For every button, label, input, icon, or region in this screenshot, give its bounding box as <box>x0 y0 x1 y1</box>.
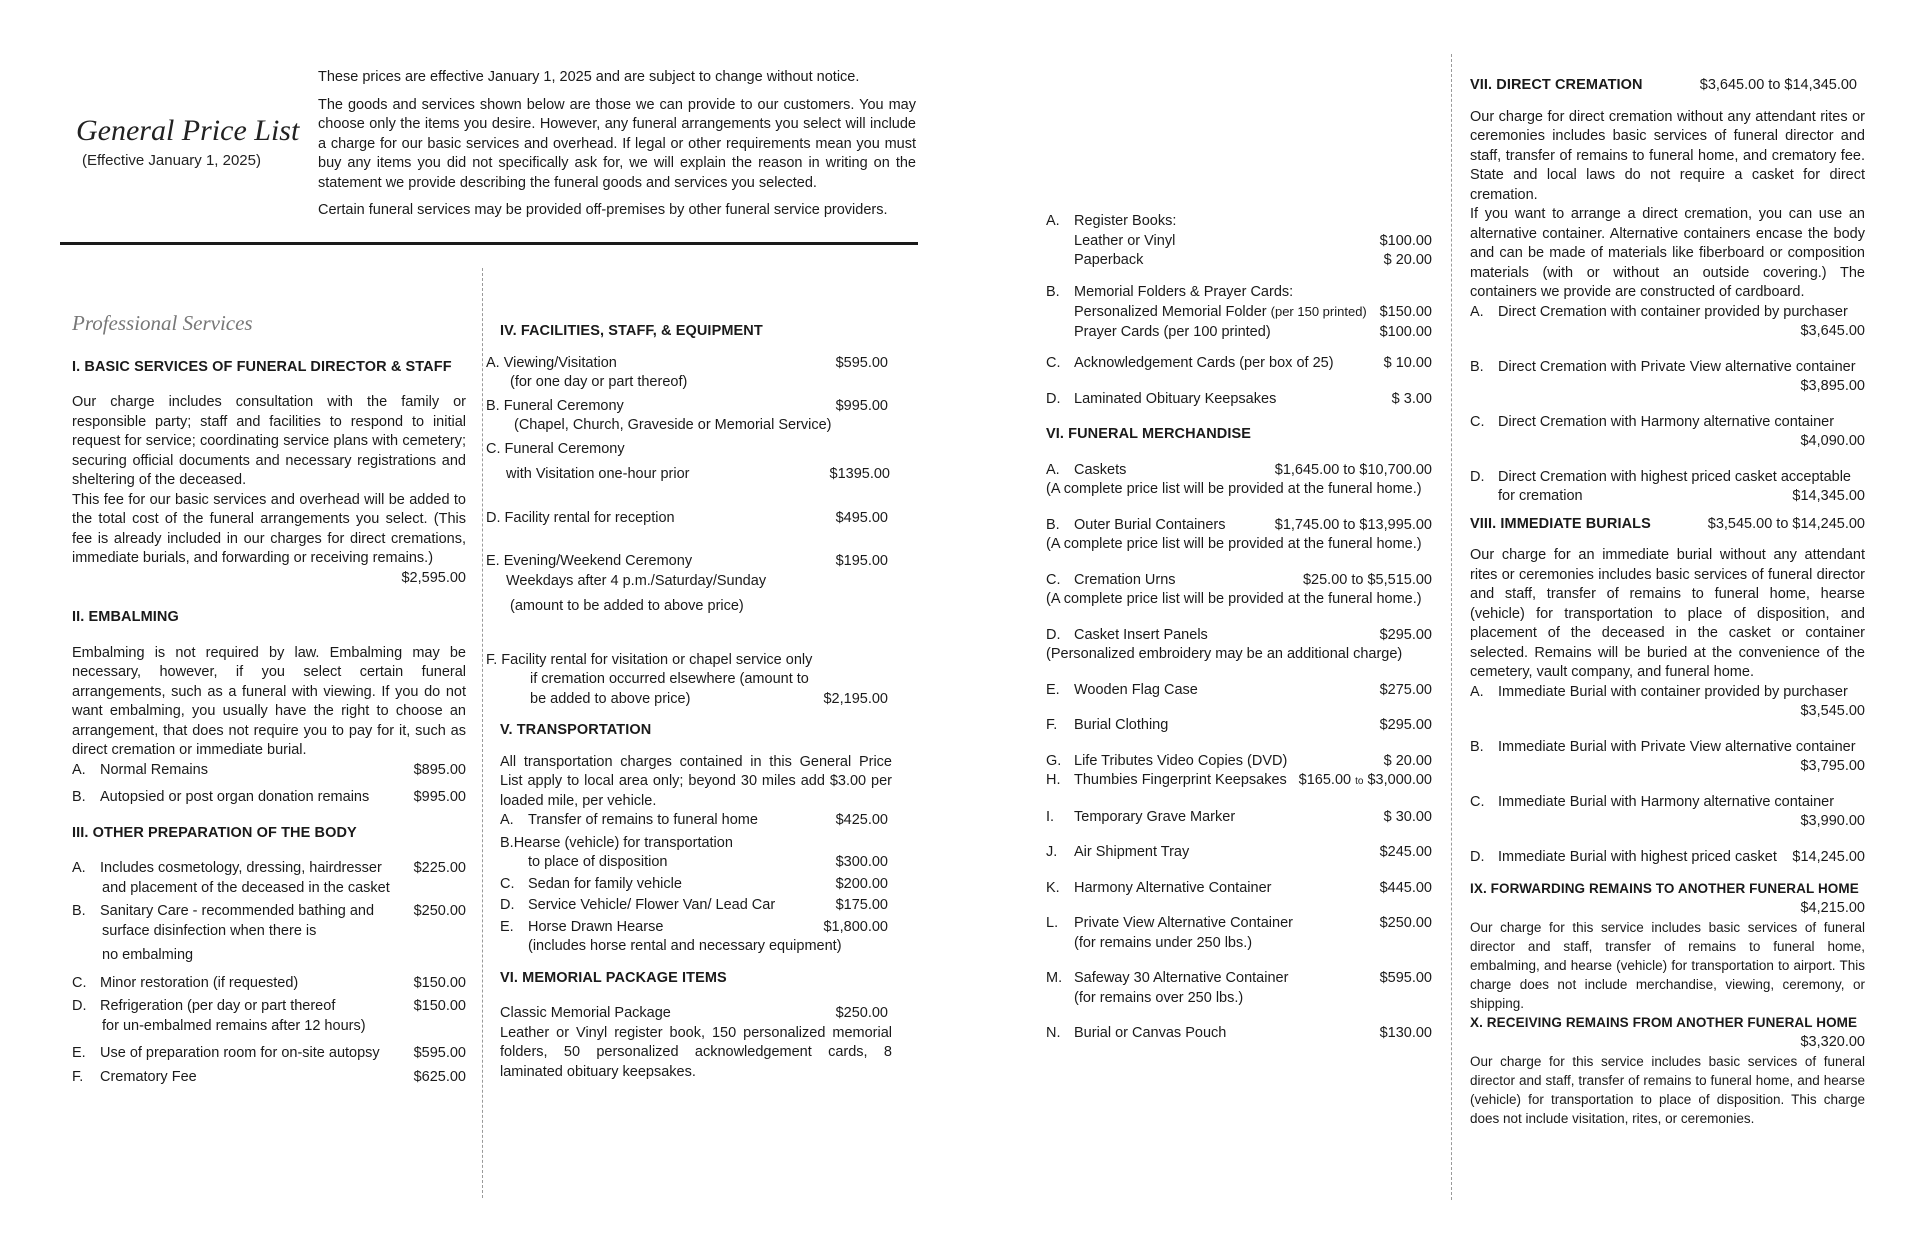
memorial-package-heading: VI. MEMORIAL PACKAGE ITEMS <box>500 969 727 986</box>
merchandise-heading: VI. FUNERAL MERCHANDISE <box>1046 426 1252 442</box>
cremation-item: C. Direct Cremation with Harmony alternative container $4,090.00 <box>1470 413 1865 449</box>
intro-paragraph-3: Certain funeral services may be provided off-premises by other funeral service providers. <box>318 202 888 218</box>
forwarding-price: $4,215.00 <box>1800 899 1865 916</box>
direct-cremation-range: $3,645.00 to $14,345.00 <box>1699 77 1857 93</box>
facilities-heading: IV. FACILITIES, STAFF, & EQUIPMENT <box>500 323 763 339</box>
facilities-item: E. Evening/Weekend Ceremony $195.00 Weekdays after 4 p.m./Saturday/Sunday (amount to be added to above price) <box>486 553 888 614</box>
transportation-item: A. Transfer of remains to funeral home $425.00 <box>500 812 888 828</box>
burial-item: D. Immediate Burial with highest priced casket $14,245.00 <box>1470 848 1865 865</box>
intro-paragraph-1: These prices are effective January 1, 2025 and are subject to change without notice. <box>318 69 860 85</box>
merchandise-item: H. Thumbies Fingerprint Keepsakes $165.00 to $3,000.00 <box>1046 772 1432 788</box>
burial-item: A. Immediate Burial with container provided by purchaser $3,545.00 <box>1470 683 1865 719</box>
transportation-text: All transportation charges contained in this General Price List apply to local area only; beyond 30 miles add $3.00 per loaded mile, per vehicle. <box>500 753 892 809</box>
embalming-heading: II. EMBALMING <box>72 609 179 625</box>
merchandise-item: E. Wooden Flag Case $275.00 <box>1046 681 1432 698</box>
receiving-heading: X. RECEIVING REMAINS FROM ANOTHER FUNERAL HOME <box>1470 1015 1858 1030</box>
direct-cremation-text: Our charge for direct cremation without any attendant rites or ceremonies includes basic services of funeral director and staff, transfer of remains to funeral home, and crematory fee. State and local laws do not require a casket for direct cremation. <box>1470 108 1865 203</box>
receiving-price: $3,320.00 <box>1800 1033 1865 1050</box>
direct-cremation-heading: VII. DIRECT CREMATION <box>1470 77 1643 93</box>
basic-services-fee-text: This fee for our basic services and overhead will be added to the total cost of the funeral arrangements you select. (This fee is already included in our charges for direct cremations, immediate burials, and forwarding or receiving remains.) <box>72 491 466 566</box>
preparation-item: F. Crematory Fee $625.00 <box>72 1068 466 1085</box>
immediate-burials-range: $3,545.00 to $14,245.00 <box>1707 515 1865 532</box>
immediate-burials-header <box>1470 515 1865 535</box>
merchandise-item: N. Burial or Canvas Pouch $130.00 <box>1046 1025 1432 1041</box>
preparation-item: D. Refrigeration (per day or part thereof $150.00 for un-embalmed remains after 12 hours) <box>72 998 466 1034</box>
merchandise-item: B. Outer Burial Containers $1,745.00 to $13,995.00 (A complete price list will be provided at the funeral home.) <box>1046 516 1432 552</box>
direct-cremation-header <box>1470 76 1865 96</box>
embalming-item: B. Autopsied or post organ donation remains $995.00 <box>72 788 466 808</box>
intro-text <box>318 68 916 229</box>
merchandise-item: A. Caskets $1,645.00 to $10,700.00 (A complete price list will be provided at the funeral home.) <box>1046 461 1432 497</box>
merchandise-item: J. Air Shipment Tray $245.00 <box>1046 844 1432 860</box>
stationery-item: C. Acknowledgement Cards (per box of 25) $ 10.00 <box>1046 355 1432 371</box>
merchandise-item: D. Casket Insert Panels $295.00 (Personalized embroidery may be an additional charge) <box>1046 626 1432 662</box>
merchandise-item: M. Safeway 30 Alternative Container $595.00 (for remains over 250 lbs.) <box>1046 970 1432 1006</box>
forwarding-heading: IX. FORWARDING REMAINS TO ANOTHER FUNERAL HOME <box>1470 881 1859 896</box>
merchandise-item: I. Temporary Grave Marker $ 30.00 <box>1046 808 1432 825</box>
column-professional-services <box>72 311 466 1087</box>
immediate-burials-text: Our charge for an immediate burial without any attendant rites or ceremonies includes basic services of funeral director and staff, transfer of remains to funeral home, hearse (vehicle) for transportation to place of disposition, and placement of the deceased in the casket or container selected. Remains will be buried at the convenience of the cemetery, vault company, and funeral home. <box>1470 547 1865 680</box>
cremation-item: D. Direct Cremation with highest priced casket acceptable for cremation $14,345.00 <box>1470 468 1865 504</box>
transportation-item: B.Hearse (vehicle) for transportation to place of disposition $300.00 <box>500 834 888 870</box>
other-preparation-heading: III. OTHER PREPARATION OF THE BODY <box>72 824 357 841</box>
transportation-heading: V. TRANSPORTATION <box>500 722 652 738</box>
header-divider <box>60 242 918 245</box>
facilities-item: B. Funeral Ceremony $995.00 (Chapel, Church, Graveside or Memorial Service) <box>486 397 888 433</box>
merchandise-item: G. Life Tributes Video Copies (DVD) $ 20.00 <box>1046 752 1432 769</box>
forwarding-text: Our charge for this service includes basic services of funeral director and staff, transfer of remains to funeral home, embalming, and hearse (vehicle) for transportation to airport. This charge does not include merchandise, viewing, ceremony, or shipping. <box>1470 920 1865 1011</box>
intro-paragraph-2: The goods and services shown below are those we can provide to our customers. You may choose only the items you desire. However, any funeral arrangements you select will include a charge for our basic services and overhead. If legal or other requirements mean you must buy any items you did not specifically ask for, we will explain the reason in writing on the statement we provide describing the funeral goods and services you selected. <box>318 96 916 191</box>
burial-item: C. Immediate Burial with Harmony alternative container $3,990.00 <box>1470 793 1865 829</box>
memorial-package-item: Classic Memorial Package $250.00 <box>500 1005 888 1021</box>
memorial-package-text: Leather or Vinyl register book, 150 personalized memorial folders, 50 personalized acknowledgement cards, 8 laminated obituary keepsakes. <box>500 1024 892 1080</box>
preparation-item: B. Sanitary Care - recommended bathing and $250.00 surface disinfection when there is no embalming <box>72 903 466 963</box>
stationery-item: D. Laminated Obituary Keepsakes $ 3.00 <box>1046 390 1432 407</box>
burial-item: B. Immediate Burial with Private View alternative container $3,795.00 <box>1470 738 1865 774</box>
merchandise-item: C. Cremation Urns $25.00 to $5,515.00 (A complete price list will be provided at the funeral home.) <box>1046 571 1432 607</box>
facilities-item: F. Facility rental for visitation or chapel service only if cremation occurred elsewhere (amount to be added to above price) $2,195.00 <box>486 651 888 707</box>
facilities-item: C. Funeral Ceremony with Visitation one-hour prior $1395.00 <box>486 440 890 482</box>
column-facilities-transportation <box>486 322 906 1082</box>
column-merchandise <box>1046 212 1432 1044</box>
receiving-text: Our charge for this service includes basic services of funeral director and staff, transfer of remains to funeral home, and hearse (vehicle) for transportation to place of disposition. This charge does not include visitation, rites, or ceremonies. <box>1470 1054 1865 1126</box>
column-divider-1 <box>482 268 483 1198</box>
preparation-item: A. Includes cosmetology, dressing, hairdresser $225.00 and placement of the deceased in the casket <box>72 860 466 896</box>
cremation-item: B. Direct Cremation with Private View alternative container $3,895.00 <box>1470 358 1865 394</box>
item-price: $895.00 <box>413 761 466 778</box>
column-cremation-burial <box>1470 76 1865 1128</box>
transportation-item: E. Horse Drawn Hearse $1,800.00 (includes horse rental and necessary equipment) <box>500 918 888 954</box>
effective-date-subtitle: (Effective January 1, 2025) <box>82 152 261 169</box>
transportation-item: C. Sedan for family vehicle $200.00 <box>500 875 888 892</box>
facilities-item: D. Facility rental for reception $495.00 <box>486 509 888 526</box>
professional-services-heading: Professional Services <box>72 311 253 335</box>
basic-services-text: Our charge includes consultation with the family or responsible party; staff and facilities to respond to initial request for service; coordinating service plans with cemetery; securing official documents and necessary registrations and sheltering of the deceased. <box>72 394 466 488</box>
stationery-item: B. Memorial Folders & Prayer Cards: Personalized Memorial Folder (per 150 printed) $150.00 Prayer Cards (per 100 printed) $100.00 <box>1046 283 1432 340</box>
embalming-text: Embalming is not required by law. Embalming may be necessary, however, if you select certain funeral arrangements, such as a funeral with viewing. If you do not want embalming, you usually have the right to choose an arrangement, that does not require you to pay for it, such as direct cremation or immediate burial. <box>72 644 466 758</box>
transportation-item: D. Service Vehicle/ Flower Van/ Lead Car $175.00 <box>500 897 888 913</box>
merchandise-item: L. Private View Alternative Container $250.00 (for remains under 250 lbs.) <box>1046 915 1432 951</box>
basic-services-price: $2,595.00 <box>401 569 466 586</box>
cremation-item: A. Direct Cremation with container provided by purchaser $3,645.00 <box>1470 303 1865 339</box>
item-price: $995.00 <box>413 789 466 805</box>
basic-services-heading: I. BASIC SERVICES OF FUNERAL DIRECTOR & STAFF <box>72 358 452 375</box>
embalming-item: A. Normal Remains $895.00 <box>72 761 466 781</box>
merchandise-item: F. Burial Clothing $295.00 <box>1046 717 1432 733</box>
facilities-item: A. Viewing/Visitation $595.00 (for one day or part thereof) <box>486 354 888 390</box>
preparation-item: E. Use of preparation room for on-site autopsy $595.00 <box>72 1045 466 1061</box>
preparation-item: C. Minor restoration (if requested) $150.00 <box>72 974 466 991</box>
stationery-item: A. Register Books: Leather or Vinyl $100.00 Paperback $ 20.00 <box>1046 213 1432 268</box>
column-divider-2 <box>1451 54 1452 1200</box>
merchandise-item: K. Harmony Alternative Container $445.00 <box>1046 879 1432 896</box>
page-title: General Price List <box>76 114 300 147</box>
immediate-burials-heading: VIII. IMMEDIATE BURIALS <box>1470 515 1651 532</box>
direct-cremation-container-text: If you want to arrange a direct cremation, you can use an alternative container. Alternative containers encase the body and can be made of materials like fiberboard or composition materials (with or without an outside covering.) The containers we provide are constructed of cardboard. <box>1470 206 1865 300</box>
